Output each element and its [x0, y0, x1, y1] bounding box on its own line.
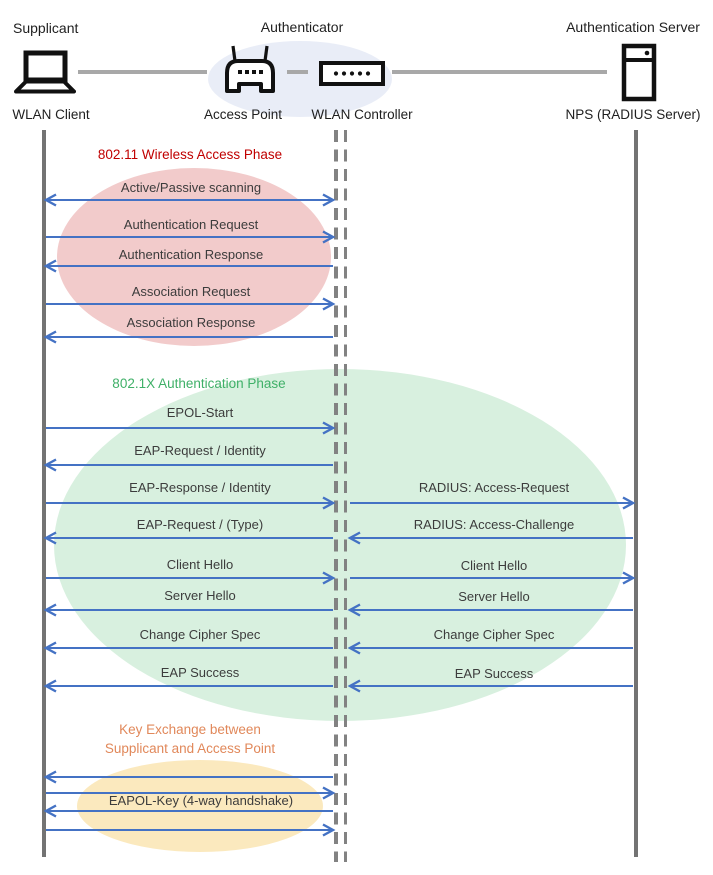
device-label-access-point: Access Point	[203, 107, 283, 122]
message-label: RADIUS: Access-Request	[418, 480, 570, 495]
device-label-nps-radius-server: NPS (RADIUS Server)	[565, 107, 701, 122]
message-arrow	[46, 232, 333, 243]
message-arrow	[350, 533, 633, 544]
message-label: Association Response	[126, 315, 256, 330]
message-label: Association Request	[131, 284, 251, 299]
message-arrow	[350, 681, 633, 692]
message-arrow	[46, 681, 333, 692]
message-label: Active/Passive scanning	[120, 180, 262, 195]
message-arrow	[46, 605, 333, 616]
message-arrow	[46, 643, 333, 654]
message-arrow	[46, 460, 333, 471]
message-arrow	[350, 573, 633, 584]
message-arrow	[46, 825, 333, 836]
message-label: Server Hello	[458, 589, 530, 604]
message-arrow	[46, 261, 333, 272]
message-label: Authentication Response	[118, 247, 264, 262]
phase3-title-line2: Supplicant and Access Point	[104, 741, 276, 756]
phase3-title-line1: Key Exchange between	[119, 722, 261, 737]
message-label: EAP Success	[160, 665, 240, 680]
role-label-authentication-server: Authentication Server	[566, 19, 700, 35]
message-arrow	[46, 423, 333, 434]
phase2-title: 802.1X Authentication Phase	[112, 376, 286, 391]
message-arrow	[46, 533, 333, 544]
message-arrow	[350, 605, 633, 616]
message-arrow	[46, 573, 333, 584]
message-label: EAPOL-Key (4-way handshake)	[108, 793, 294, 808]
message-label: EAP-Request / (Type)	[136, 517, 264, 532]
message-label: Change Cipher Spec	[139, 627, 261, 642]
message-arrow	[350, 498, 633, 509]
phase1-title: 802.11 Wireless Access Phase	[97, 147, 283, 162]
message-arrow	[46, 332, 333, 343]
role-label-authenticator: Authenticator	[260, 19, 344, 35]
message-label: RADIUS: Access-Challenge	[413, 517, 575, 532]
message-label: Client Hello	[460, 558, 528, 573]
message-label: EAP Success	[454, 666, 534, 681]
message-arrow	[350, 643, 633, 654]
message-arrow	[46, 772, 333, 783]
message-label: Change Cipher Spec	[433, 627, 555, 642]
message-label: EAP-Request / Identity	[134, 443, 266, 458]
message-arrow	[46, 498, 333, 509]
message-arrow	[46, 299, 333, 310]
device-label-wlan-client: WLAN Client	[12, 107, 90, 122]
message-label: EAP-Response / Identity	[129, 480, 271, 495]
message-arrow	[46, 195, 333, 206]
message-label: Client Hello	[166, 557, 234, 572]
message-label: Server Hello	[164, 588, 236, 603]
message-label: EPOL-Start	[166, 405, 234, 420]
message-label: Authentication Request	[123, 217, 259, 232]
role-label-supplicant: Supplicant	[13, 20, 79, 36]
device-label-wlan-controller: WLAN Controller	[311, 107, 413, 122]
